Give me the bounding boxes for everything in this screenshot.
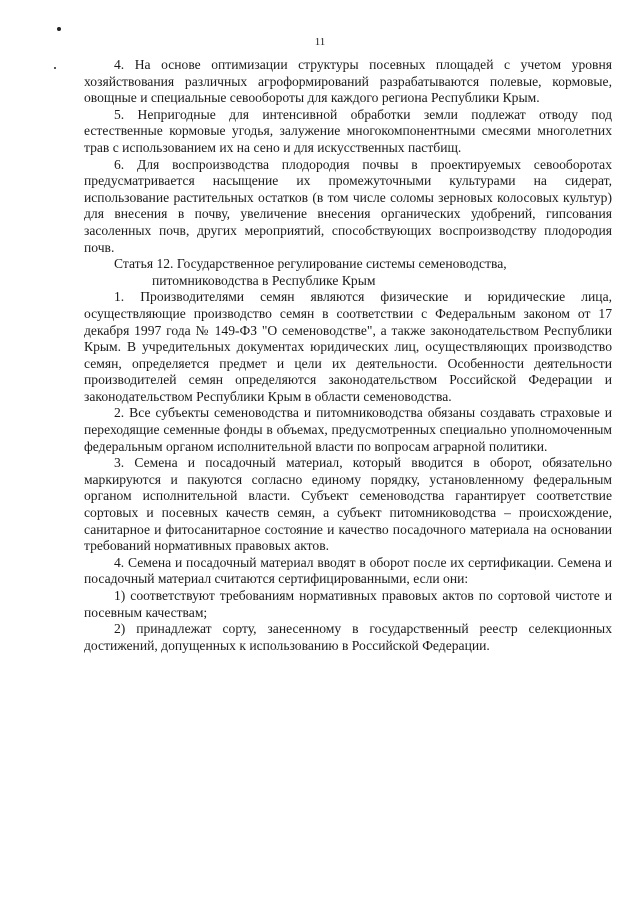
- paragraph-4-top: 4. На основе оптимизации структуры посевных площадей с учетом уровня хозяйствования различных агроформирований разрабатываются полевые, кормовые, овощные и специальные севообороты для каждого региона Республики Крым.: [84, 57, 612, 106]
- scan-speck: [57, 27, 61, 31]
- paragraph-1: 1. Производителями семян являются физические и юридические лица, осуществляющие производство семян в соответствии с Федеральным законом от 17 декабря 1997 года № 149-ФЗ "О семеноводстве", а также законодательством Республики Крым. В учредительных документах юридических лиц, осуществляющих производство семян, определяется предмет и цели их деятельности. Особенности деятельности производителей семян определяются законодательством Российской Федерации и законодательством Республики Крым в области семеноводства.: [84, 289, 612, 404]
- paragraph-2: 2. Все субъекты семеноводства и питомниководства обязаны создавать страховые и переходящие семенные фонды в объемах, предусмотренных специально уполномоченным федеральным органом исполнительной власти по вопросам аграрной политики.: [84, 405, 612, 454]
- article-heading-line2: питомниководства в Республике Крым: [152, 272, 376, 288]
- paragraph-3: 3. Семена и посадочный материал, который вводится в оборот, обязательно маркируются и пакуются согласно единому порядку, установленному федеральным органом исполнительной власти. Субъект семеноводства гарантирует соответствие сортовых и посевных качеств семян, а субъект питомниководства – происхождение, санитарное и фитосанитарное состояние и качество посадочного материала на основании требований нормативных правовых актов.: [84, 455, 612, 554]
- scan-speck: [54, 67, 56, 69]
- list-item-1: 1) соответствуют требованиям нормативных правовых актов по сортовой чистоте и посевным качествам;: [84, 588, 612, 620]
- list-item-2: 2) принадлежат сорту, занесенному в государственный реестр селекционных достижений, допущенных к использованию в Российской Федерации.: [84, 621, 612, 653]
- document-body: [84, 57, 612, 654]
- paragraph-5-top: 5. Непригодные для интенсивной обработки земли подлежат отводу под естественные кормовые угодья, залужение многокомпонентными смесями многолетних трав с использованием их на сено и для искусственных пастбищ.: [84, 106, 612, 155]
- paragraph-4: 4. Семена и посадочный материал вводят в оборот после их сертификации. Семена и посадочный материал считаются сертифицированными, если они:: [84, 554, 612, 587]
- page-number: 11: [314, 36, 326, 48]
- paragraph-6-top: 6. Для воспроизводства плодородия почвы в проектируемых севооборотах предусматривается насыщение их промежуточными культурами на сидерат, использование растительных остатков (в том числе соломы зерновых колосовых культур) для внесения в почву, увеличение внесения органических удобрений, гипсования засоленных почв, других мероприятий, способствующих воспроизводству плодородия почв.: [84, 156, 612, 255]
- article-heading-line1: Статья 12. Государственное регулирование системы семеноводства,: [114, 256, 507, 272]
- article-heading: [84, 256, 612, 289]
